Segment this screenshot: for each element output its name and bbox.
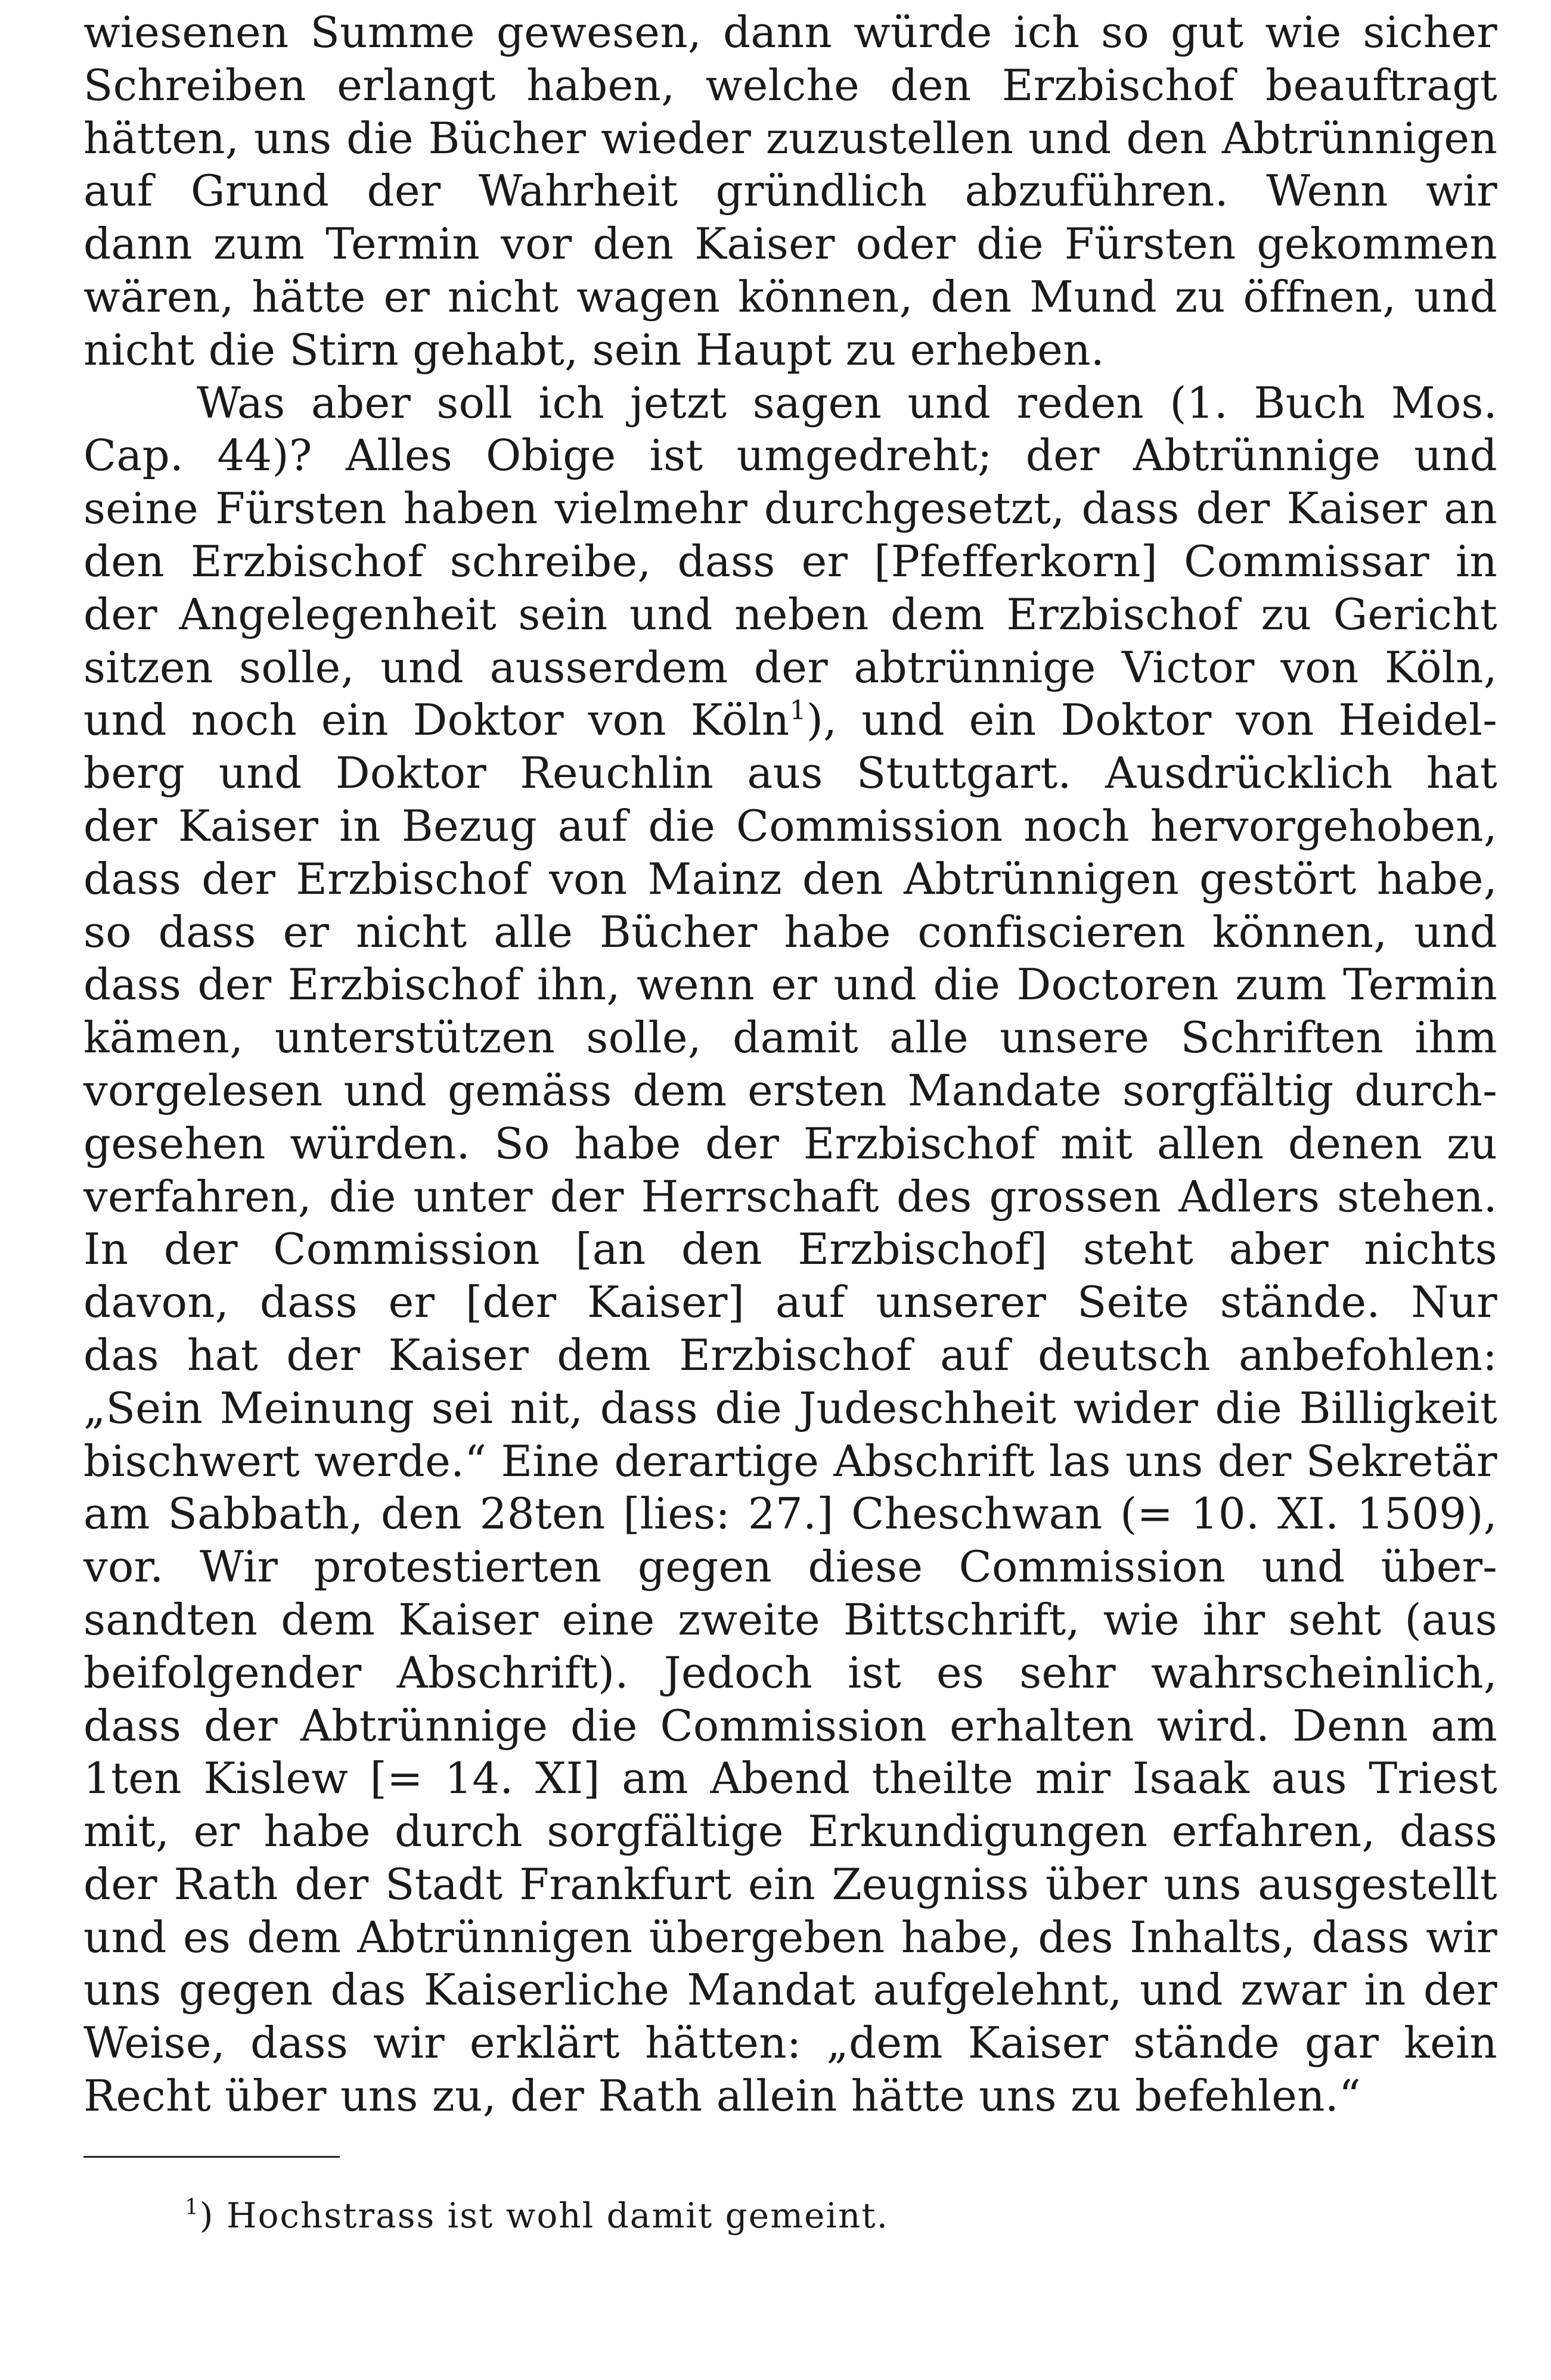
text-line: verfahren, die unter der Herrschaft des grossen Adlers stehen. — [83, 1171, 1497, 1222]
text-line: sitzen solle, und ausserdem der abtrünnige Victor von Köln, — [83, 642, 1497, 692]
text-line: vorgelesen und gemäss dem ersten Mandate sorgfältig durch- — [83, 1065, 1497, 1116]
text-line: Cap. 44)? Alles Obige ist umgedreht; der Abtrünnige und — [83, 430, 1497, 481]
text-line: sandten dem Kaiser eine zweite Bittschrift, wie ihr seht (aus — [83, 1594, 1497, 1645]
text-line: wiesenen Summe gewesen, dann würde ich so gut wie sicher — [83, 7, 1497, 57]
text-line: das hat der Kaiser dem Erzbischof auf deutsch anbefohlen: — [83, 1329, 1497, 1380]
footnote-divider — [83, 2156, 340, 2158]
text-line: am Sabbath, den 28ten [lies: 27.] Cheschwan (= 10. XI. 1509), — [83, 1489, 1497, 1539]
text-line: mit, er habe durch sorgfältige Erkundigungen erfahren, dass — [83, 1806, 1497, 1857]
text-line: „Sein Meinung sei nit, dass die Judeschheit wider die Billigkeit — [83, 1382, 1497, 1433]
text-line: nicht die Stirn gehabt, sein Haupt zu erheben. — [83, 324, 1105, 375]
text-line: den Erzbischof schreibe, dass er [Pfefferkorn] Commissar in — [83, 536, 1497, 586]
footnote — [185, 2192, 889, 2239]
text-line: dass der Erzbischof von Mainz den Abtrünnigen gestört habe, — [83, 853, 1497, 904]
text-line: uns gegen das Kaiserliche Mandat aufgelehnt, und zwar in der — [83, 1965, 1497, 2015]
text-line: wären, hätte er nicht wagen können, den Mund zu öffnen, und — [83, 271, 1497, 322]
text-line: bischwert werde.“ Eine derartige Abschrift las uns der Sekretär — [83, 1436, 1497, 1486]
text-segment: ), und ein Doktor von Heidel- — [806, 695, 1497, 745]
footnote-ref-marker: 1 — [789, 695, 806, 726]
text-line: Weise, dass wir erklärt hätten: „dem Kaiser stände gar kein — [83, 2018, 1497, 2068]
text-line: auf Grund der Wahrheit gründlich abzuführen. Wenn wir — [83, 166, 1497, 216]
text-line: Was aber soll ich jetzt sagen und reden (1. Buch Mos. — [197, 377, 1497, 428]
text-line: Recht über uns zu, der Rath allein hätte uns zu befehlen.“ — [83, 2071, 1361, 2121]
text-line: berg und Doktor Reuchlin aus Stuttgart. Ausdrücklich hat — [83, 748, 1497, 798]
text-line: der Rath der Stadt Frankfurt ein Zeugniss über uns ausgestellt — [83, 1859, 1497, 1909]
text-line: seine Fürsten haben vielmehr durchgesetzt, dass der Kaiser an — [83, 483, 1497, 534]
footnote-text: Hochstrass ist wohl damit gemeint. — [214, 2195, 889, 2236]
text-line: der Angelegenheit sein und neben dem Erzbischof zu Gericht — [83, 589, 1497, 639]
text-line: dass der Abtrünnige die Commission erhalten wird. Denn am — [83, 1700, 1497, 1751]
text-line: dass der Erzbischof ihn, wenn er und die Doctoren zum Termin — [83, 959, 1497, 1010]
text-line: davon, dass er [der Kaiser] auf unserer Seite stände. Nur — [83, 1277, 1497, 1328]
text-line: beifolgender Abschrift). Jedoch ist es sehr wahrscheinlich, — [83, 1647, 1497, 1698]
text-segment: und noch ein Doktor von Köln — [83, 695, 790, 745]
text-line: so dass er nicht alle Bücher habe confiscieren können, und — [83, 906, 1497, 957]
text-line: dann zum Termin vor den Kaiser oder die Fürsten gekommen — [83, 219, 1497, 269]
text-line: vor. Wir protestierten gegen diese Commission und über- — [83, 1542, 1497, 1592]
text-line: und es dem Abtrünnigen übergeben habe, des Inhalts, dass wir — [83, 1912, 1497, 1962]
text-line: Schreiben erlangt haben, welche den Erzbischof beauftragt — [83, 60, 1497, 110]
text-line: In der Commission [an den Erzbischof] steht aber nichts — [83, 1224, 1497, 1275]
text-line: der Kaiser in Bezug auf die Commission noch hervorgehoben, — [83, 800, 1497, 851]
text-line: 1ten Kislew [= 14. XI] am Abend theilte mir Isaak aus Triest — [83, 1753, 1497, 1804]
body-text — [83, 6, 1497, 2123]
footnote-paren: ) — [199, 2195, 215, 2236]
text-line-with-footnote-ref — [83, 694, 1497, 747]
text-line: hätten, uns die Bücher wieder zuzustellen und den Abtrünnigen — [83, 113, 1497, 163]
text-line: gesehen würden. So habe der Erzbischof mit allen denen zu — [83, 1118, 1497, 1169]
footnote-marker: 1 — [185, 2195, 200, 2220]
text-line: kämen, unterstützen solle, damit alle unsere Schriften ihm — [83, 1012, 1497, 1063]
